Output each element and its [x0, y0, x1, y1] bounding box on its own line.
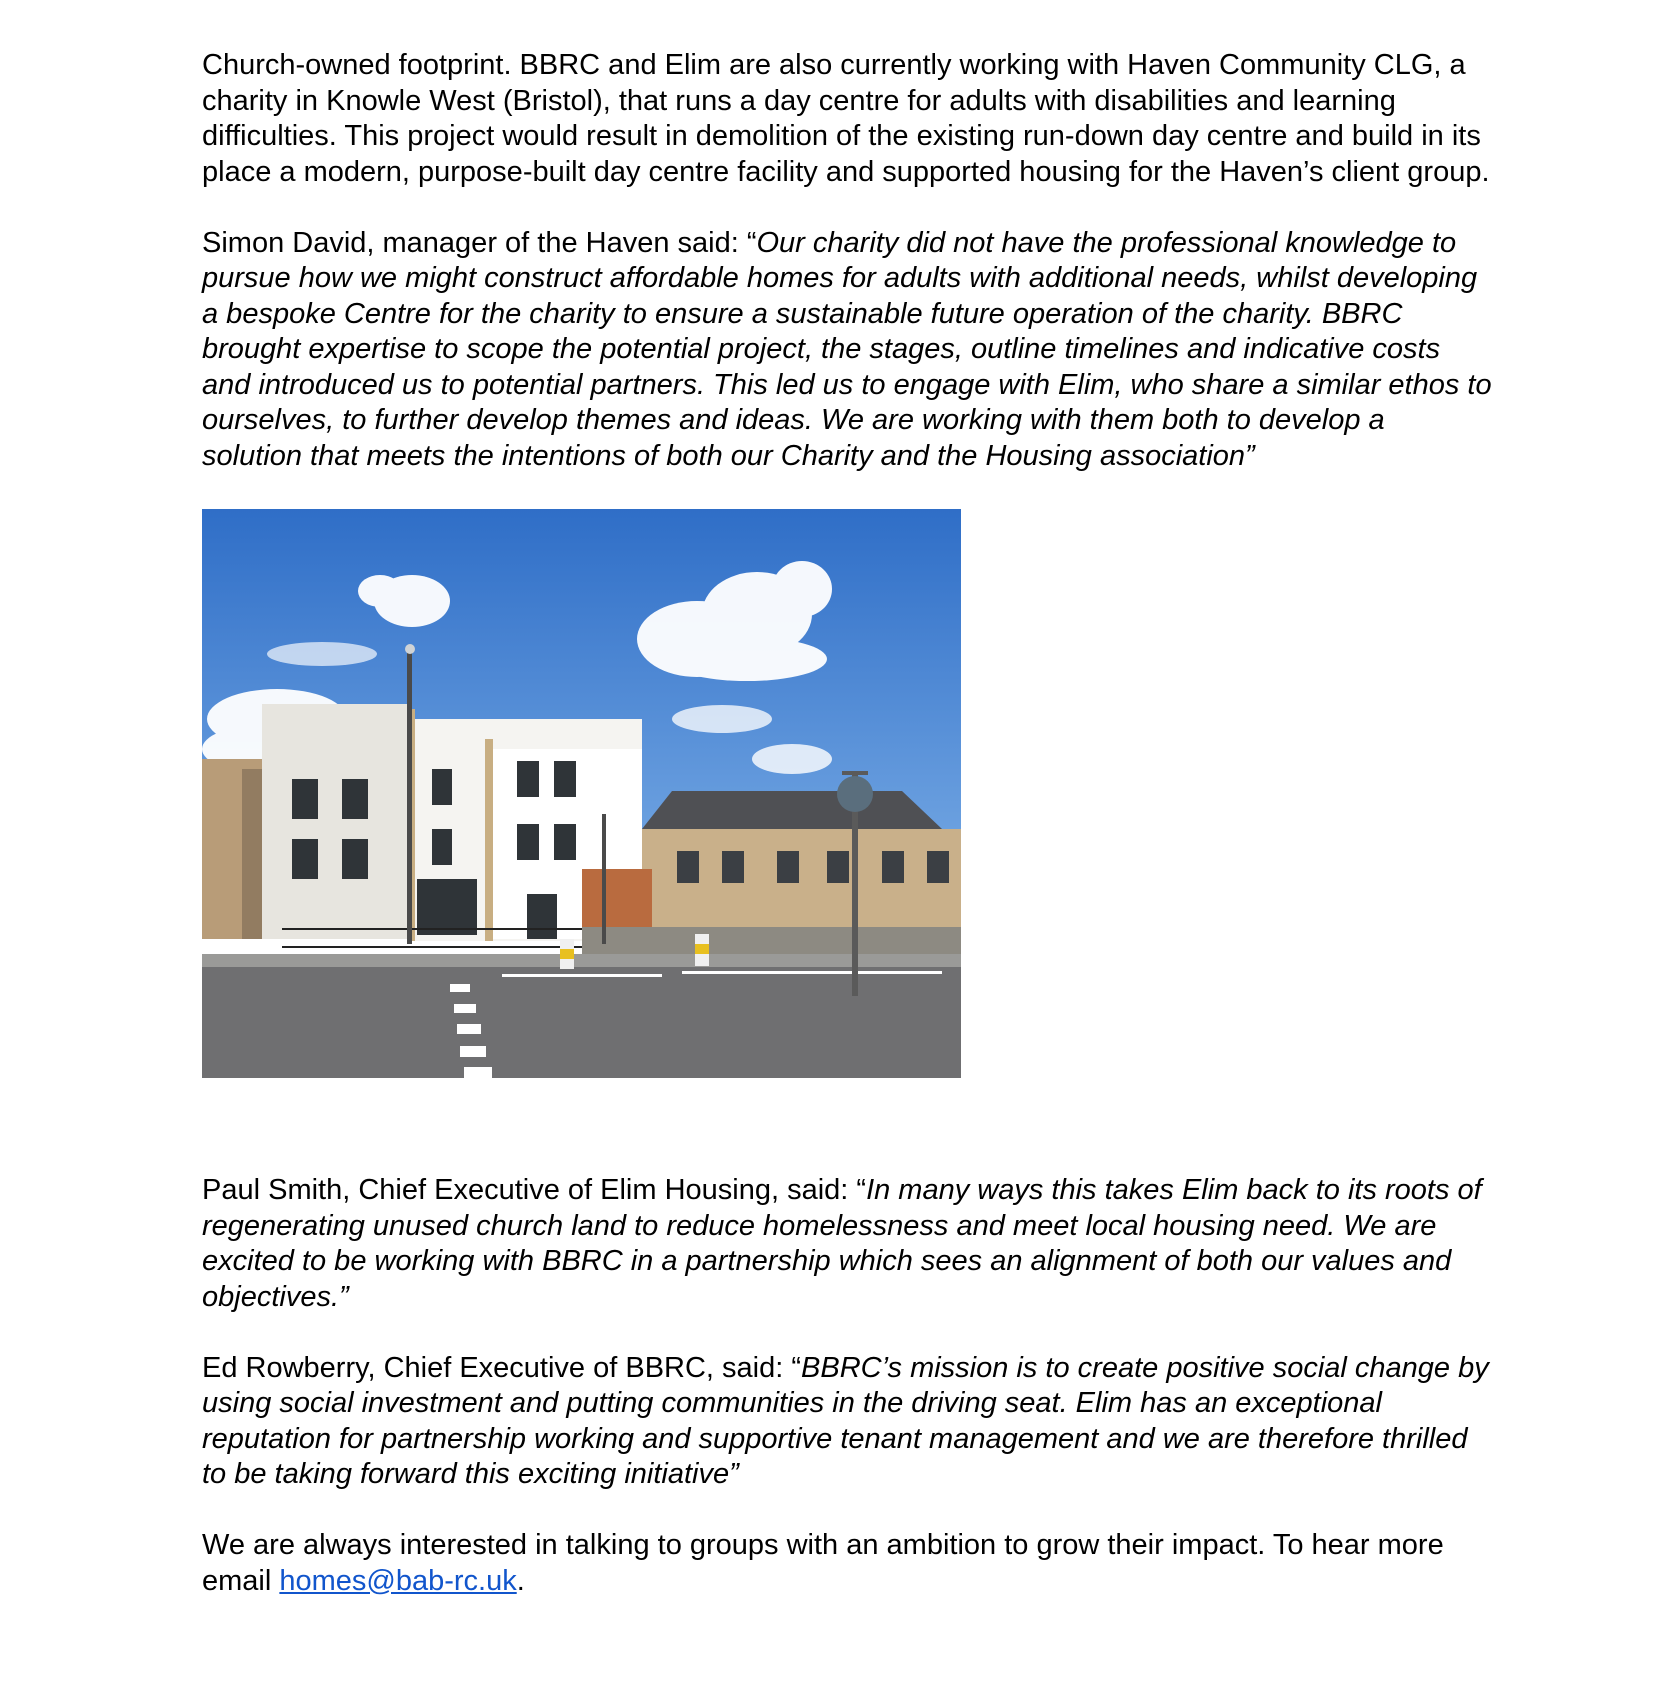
paragraph-haven-project: Church-owned footprint. BBRC and Elim are also currently working with Haven Community CLG, a charity in Knowle West (Bristol), that runs a day centre for adults with disabilities and learning difficulties. This project would result in demolition of the existing run-down day centre and build in its place a modern, purpose-built day centre facility and supported housing for the Haven’s client group.	[202, 49, 1490, 188]
terrace-roof	[642, 791, 942, 829]
email-link[interactable]: homes@bab-rc.uk	[279, 1564, 517, 1597]
speaker-intro: Ed Rowberry, Chief Executive of BBRC, said: “	[202, 1351, 802, 1384]
quote-text: BBRC’s mission is to create positive social change by using social investment and putting communities in the driving seat. Elim has an exceptional reputation for partnership working and supportive tenant management and we are therefore thrilled to be taking forward this exciting initiative”	[202, 1351, 1489, 1490]
quote-text: Our charity did not have the professional knowledge to pursue how we might construct affordable homes for adults with additional needs, whilst developing a bespoke Centre for the charity to ensure a sustainable future operation of the charity. BBRC brought expertise to scope the potential project, the stages, outline timelines and indicative costs and introduced us to potential partners. This led us to engage with Elim, who share a similar ethos to ourselves, to further develop themes and ideas. We are working with them both to develop a solution that meets the intentions of both our Charity and the Housing association”	[202, 226, 1492, 472]
speaker-intro: Paul Smith, Chief Executive of Elim Housing, said: “	[202, 1174, 867, 1206]
contact-text: We are always interested in talking to groups with an ambition to grow their impact. To hear more email	[202, 1529, 1444, 1597]
paragraph-contact	[202, 1528, 1492, 1599]
contact-end: .	[516, 1564, 525, 1597]
stone-wall	[582, 927, 961, 957]
quote-text: In many ways this takes Elim back to its roots of regenerating unused church land to reduce homelessness and meet local housing need. We are excited to be working with BBRC in a partnership which sees an alignment of both our values and objectives.”	[202, 1174, 1482, 1313]
paragraph-paul-smith-quote	[202, 1173, 1492, 1315]
speaker-intro: Simon David, manager of the Haven said: “	[202, 226, 757, 259]
photo-illustration	[202, 509, 961, 1078]
paragraph-ed-rowberry-quote	[202, 1351, 1492, 1493]
terrace-wall	[642, 829, 961, 941]
paragraph-simon-david-quote	[202, 226, 1492, 475]
photo-housing-development	[202, 509, 961, 1078]
document-page	[202, 48, 1492, 1599]
main-block-left	[262, 704, 412, 939]
road	[202, 967, 961, 1078]
